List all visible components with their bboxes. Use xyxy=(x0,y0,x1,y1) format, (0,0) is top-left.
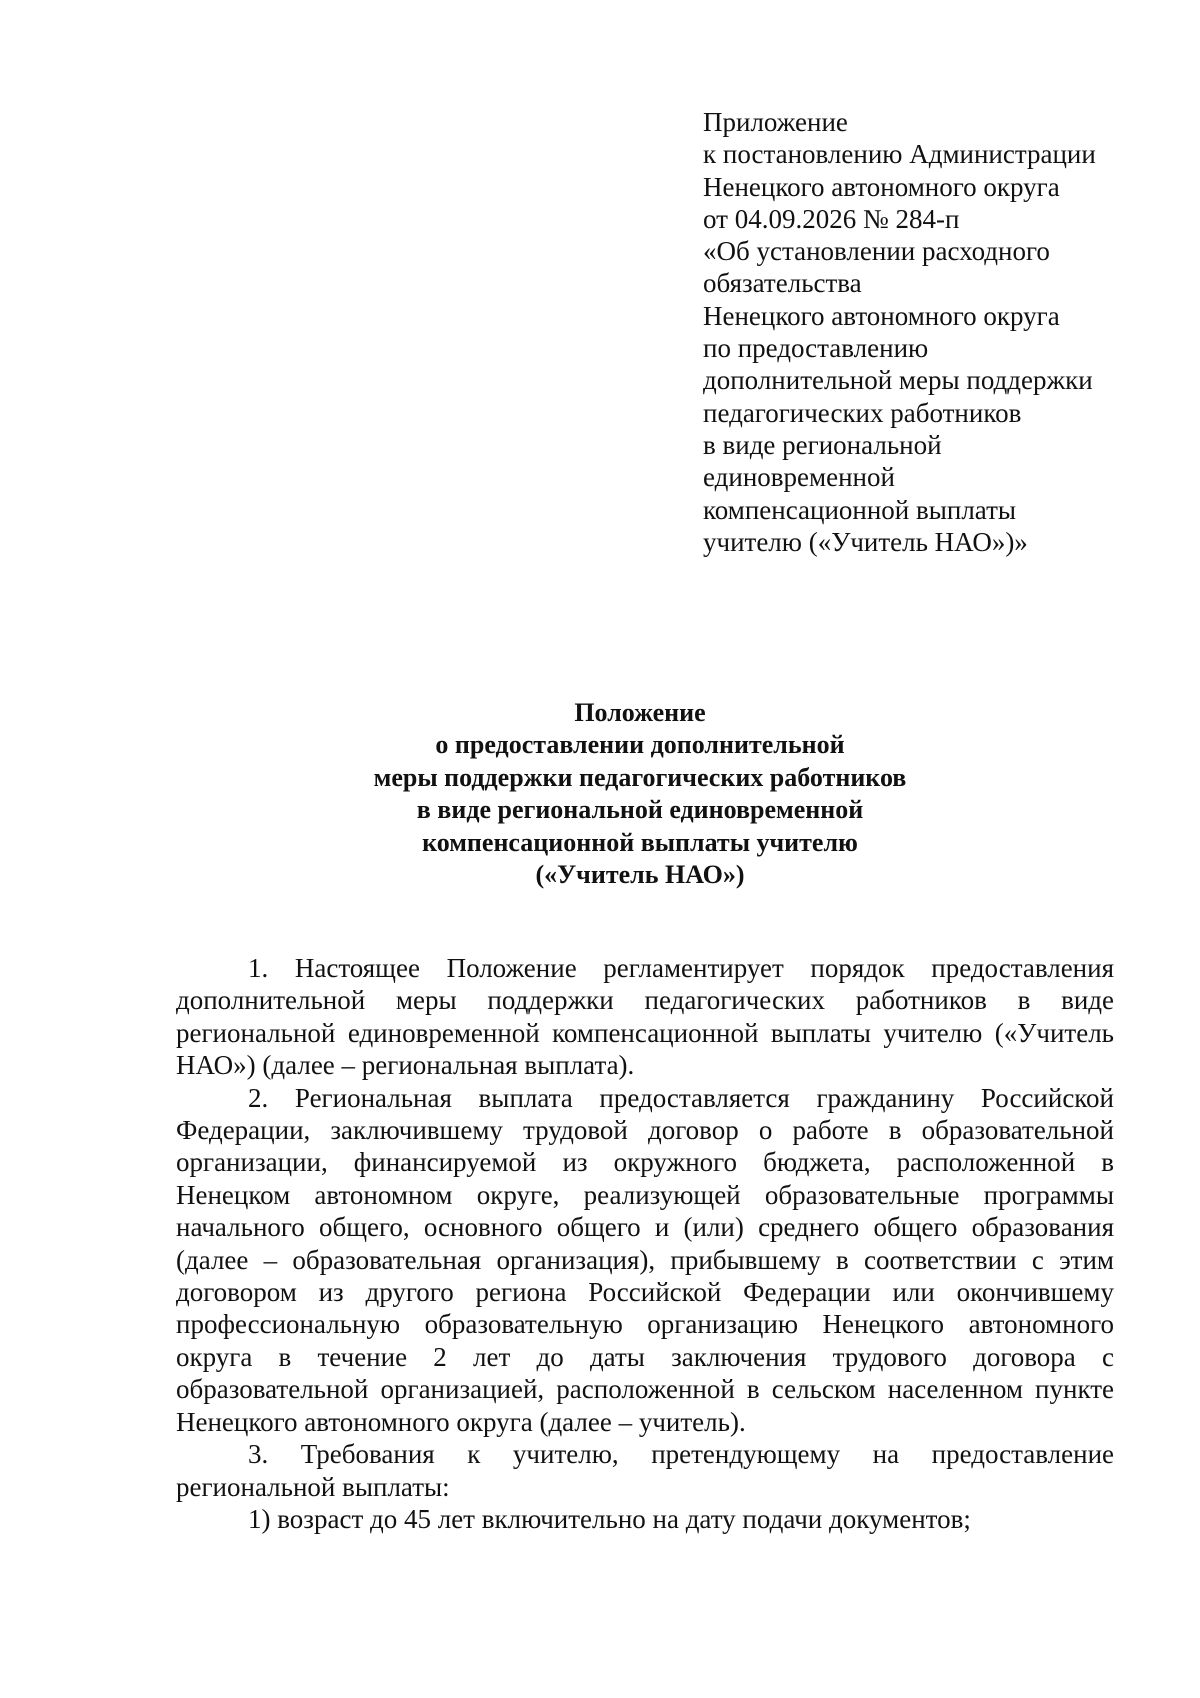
title-line: компенсационной выплаты учителю xyxy=(422,827,858,857)
appendix-line: обязательства xyxy=(703,268,862,299)
appendix-line: от 04.09.2026 № 284-п xyxy=(703,203,960,234)
document-body xyxy=(176,952,1114,1535)
appendix-line: по предоставлению xyxy=(703,333,929,364)
document-title xyxy=(170,697,1110,891)
appendix-line: Ненецкого автономного округа xyxy=(703,171,1060,202)
appendix-line: Приложение xyxy=(703,107,848,137)
title-line: в виде региональной единовременной xyxy=(416,795,864,825)
appendix-header xyxy=(703,106,1143,558)
appendix-line: компенсационной выплаты xyxy=(703,494,1017,525)
appendix-line: Ненецкого автономного округа xyxy=(703,300,1060,331)
title-line: («Учитель НАО») xyxy=(535,860,745,890)
appendix-line: учителю («Учитель НАО»)» xyxy=(703,526,1028,557)
appendix-line: дополнительной меры поддержки xyxy=(703,365,1093,396)
appendix-line: в виде региональной xyxy=(703,429,942,460)
title-line: Положение xyxy=(574,698,706,727)
appendix-line: единовременной xyxy=(703,462,895,493)
paragraph-3-item-1: 1) возраст до 45 лет включительно на дату подачи документов; xyxy=(248,1503,971,1534)
paragraph-2: 2. Региональная выплата предоставляется гражданину Российской Федерации, заключившему трудовой договор о работе в образовательной организации, финансируемой из окружного бюджета, расположенной в Ненецком автономном округе, реализующей образовательные программы начального общего, основного общего и (или) среднего общего образования (далее – образовательная организация), прибывшему в соответствии с этим договором из другого региона Российской Федерации или окончившему профессиональную образовательную организацию Ненецкого автономного округа в течение 2 лет до даты заключения трудового договора с образовательной организацией, расположенной в сельском населенном пункте Ненецкого автономного округа (далее – учитель). xyxy=(176,1082,1114,1437)
paragraph-1: 1. Настоящее Положение регламентирует порядок предоставления дополнительной меры поддержки педагогических работников в виде региональной единовременной компенсационной выплаты учителю («Учитель НАО») (далее – региональная выплата). xyxy=(176,953,1114,1081)
title-line: о предоставлении дополнительной xyxy=(435,730,845,760)
appendix-line: педагогических работников xyxy=(703,397,1022,428)
paragraph-3: 3. Требования к учителю, претендующему на предоставление региональной выплаты: xyxy=(176,1439,1114,1502)
appendix-line: к постановлению Администрации xyxy=(703,139,1096,170)
appendix-line: «Об установлении расходного xyxy=(703,236,1050,267)
title-line: меры поддержки педагогических работников xyxy=(373,762,907,792)
